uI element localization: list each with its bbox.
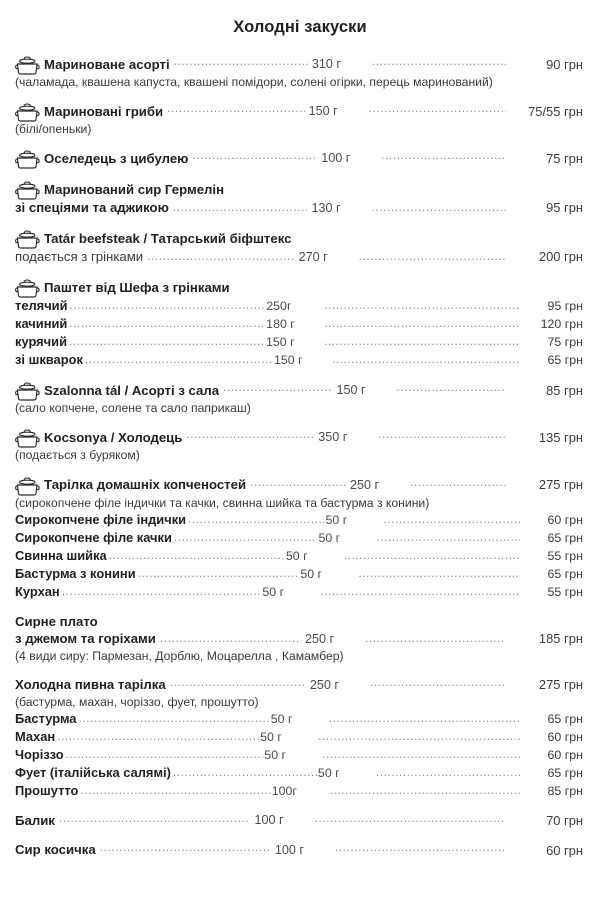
menu-item-name: Маринований сир Гермелін [44,182,225,198]
menu-item-title-row [15,229,583,248]
menu-item-marinated-mushrooms[interactable] [0,102,600,137]
menu-item-title-row [15,812,583,830]
cooking-pot-icon [15,103,40,122]
menu-item-price: 185 грн [538,631,584,647]
spacer [0,664,600,676]
menu-subitem-weight: 100г [271,783,297,798]
dot-leader [358,567,520,583]
menu-subitem-price: 60 грн [547,512,583,527]
menu-item-name: Сирне плато [15,613,98,629]
menu-subitem-price: 60 грн [547,747,583,762]
menu-subitem-price: 65 грн [547,765,583,780]
dot-leader [410,476,506,492]
dot-leader [332,353,520,369]
dot-leader [365,632,506,648]
menu-subitem-name: Сирокопчене філе качки [15,529,172,545]
menu-subitem-row[interactable] [15,529,583,547]
menu-item-name-line2: зі спеціями та аджикою [15,200,169,216]
dot-leader [378,428,506,444]
menu-subitem-row[interactable] [15,547,583,565]
menu-subitem-weight: 150 г [273,353,303,368]
menu-subitem-price: 75 грн [547,335,583,350]
menu-item-title-row [15,381,583,400]
menu-item-chef-pate[interactable] [0,278,600,297]
menu-item-name-line2: з джемом та горіхами [15,631,156,647]
dot-leader [324,335,520,351]
menu-subitem-name: Свинна шийка [15,547,107,563]
menu-item-name: Мариновані гриби [44,103,164,119]
spacer [0,601,600,613]
dot-leader [329,712,520,728]
cooking-pot-icon [15,150,40,169]
dot-leader [324,299,520,315]
dot-leader [57,730,259,746]
dot-leader [100,841,271,857]
dot-leader [371,201,506,217]
menu-subitem-row[interactable] [15,333,583,351]
menu-item-price: 70 грн [546,813,583,829]
menu-item-price: 60 грн [546,842,583,858]
menu-item-name: Оселедець з цибулею [44,151,189,167]
menu-subitem-name: Курхан [15,583,60,599]
menu-item-name: Мариноване асорті [44,56,170,72]
menu-subitem-weight: 50 г [317,765,340,780]
dot-leader [109,549,285,565]
menu-subitem-row[interactable] [15,565,583,583]
dot-leader [381,149,506,165]
menu-item-price: 75 грн [546,151,583,167]
menu-subitem-weight: 150 г [266,335,295,350]
menu-item-subitem-list [0,710,600,800]
menu-item-name: Сир косичка [15,842,96,858]
menu-item-name: Kocsonya / Холодець [44,429,183,445]
menu-subitem-row[interactable] [15,583,583,601]
dot-leader [62,585,262,601]
dot-leader [59,812,251,828]
dot-leader [80,784,270,800]
menu-item-price: 75/55 грн [528,103,583,119]
menu-item-note: (сало копчене, солене та сало паприкаш) [15,401,251,416]
menu-item-price: 90 грн [546,56,583,72]
menu-item-weight: 310 г [311,56,341,71]
dot-leader [138,567,300,583]
dot-leader [160,632,301,648]
menu-subitem-weight: 50 г [318,530,341,545]
dot-leader [69,317,265,333]
dot-leader [147,250,294,266]
menu-subitem-price: 55 грн [547,584,583,599]
menu-subitem-price: 65 грн [547,712,583,727]
menu-subitem-price: 85 грн [547,783,583,798]
cooking-pot-icon [15,181,40,200]
menu-subitem-row[interactable] [15,782,583,800]
menu-subitem-price: 65 грн [547,530,583,545]
dot-leader [188,513,324,529]
menu-subitem-weight: 50 г [300,566,323,581]
menu-item-name: Балик [15,812,55,828]
menu-item-title-row [15,278,583,297]
menu-item-title-row [15,102,583,121]
dot-leader [320,585,520,601]
menu-item-cold-beer-plate[interactable] [0,676,600,710]
menu-item-price: 275 грн [538,677,583,693]
menu-item-price: 275 грн [538,477,583,493]
menu-subitem-price: 95 грн [547,299,583,314]
menu-item-title-row [15,613,583,631]
menu-item-subitem-list [0,511,600,601]
menu-item-note: (4 види сиру: Пармезан, Дорблю, Моцарелла , Камамбер) [15,649,344,664]
dot-leader [397,381,506,397]
dot-leader [70,299,266,315]
menu-subitem-name: Прошутто [15,782,79,798]
dot-leader [173,766,317,782]
menu-item-title-row [15,428,583,447]
menu-item-note: (сирокопчене філе індички та качки, свинна шийка та бастурма з конини) [15,495,430,510]
spacer [0,266,600,278]
menu-item-balyk[interactable] [0,812,600,830]
dot-leader [370,676,506,692]
menu-subitem-name: Сирокопчене філе індички [15,511,187,527]
menu-subitem-price: 60 грн [547,730,583,745]
menu-item-cheese-plate[interactable] [0,613,600,665]
menu-item-weight: 250 г [309,677,339,692]
menu-item-subitem-list [0,297,600,369]
dot-leader [85,353,273,369]
spacer [0,416,600,428]
menu-item-name-line2: подається з грінками [15,249,144,265]
menu-item-name: Паштет від Шефа з грінками [44,279,230,295]
menu-item-marinated-assorted[interactable] [0,55,600,90]
menu-item-subtitle-row [15,199,583,217]
dot-leader [314,812,506,828]
menu-item-marinated-hermelin-cheese[interactable] [0,180,600,217]
dot-leader [376,531,520,547]
menu-item-list [0,38,600,859]
menu-subitem-weight: 50 г [264,747,287,762]
menu-item-title-row [15,841,583,859]
dot-leader [173,201,308,217]
menu-item-name: Холодна пивна тарілка [15,677,166,693]
menu-item-note: (білі/опеньки) [15,122,92,137]
menu-item-price: 135 грн [538,430,583,446]
menu-item-name: Szalonna tál / Асорті з сала [44,382,220,398]
menu-item-title-row [15,676,583,694]
menu-subitem-weight: 50 г [260,730,282,745]
spacer [0,38,600,55]
menu-item-title-row [15,55,583,74]
dot-leader [335,841,506,857]
menu-subitem-name: Чоріззо [15,746,64,762]
cooking-pot-icon [15,279,40,298]
dot-leader [344,549,520,565]
dot-leader [376,766,520,782]
menu-item-name: Tatár beefsteak / Татарський біфштекс [44,230,292,246]
menu-item-subtitle-row [15,248,583,266]
menu-subitem-name: Фует (італійська салямі) [15,764,171,780]
menu-item-weight: 150 г [308,104,338,119]
menu-item-herring-with-onion[interactable] [0,149,600,168]
menu-subitem-row[interactable] [15,511,583,529]
menu-subitem-name: Бастурма [15,711,77,727]
spacer [0,800,600,812]
page-title: Холодні закуски [233,18,367,36]
dot-leader [330,784,520,800]
dot-leader [250,476,346,492]
dot-leader [174,531,318,547]
menu-subitem-row[interactable] [15,746,583,764]
menu-item-szalonna-tal[interactable] [0,381,600,416]
menu-item-weight: 100 г [321,151,351,166]
spacer [0,464,600,476]
dot-leader [192,149,317,165]
dot-leader [174,55,308,71]
cooking-pot-icon [15,230,40,249]
dot-leader [318,730,520,746]
menu-item-weight: 270 г [298,250,328,265]
menu-item-weight: 350 г [318,430,348,445]
dot-leader [359,250,506,266]
menu-item-weight: 250 г [304,632,335,647]
menu-subitem-row[interactable] [15,710,583,728]
spacer [0,137,600,149]
dot-leader [167,102,304,118]
spacer [0,168,600,180]
dot-leader [369,102,506,118]
dot-leader [223,381,332,397]
menu-subitem-weight: 50 г [325,512,348,527]
menu-subitem-weight: 180 г [266,317,295,332]
cooking-pot-icon [15,382,40,401]
spacer [0,829,600,841]
menu-subitem-weight: 250г [266,299,292,314]
dot-leader [66,748,264,764]
dot-leader [78,712,269,728]
menu-subitem-row[interactable] [15,297,583,315]
menu-subitem-weight: 50 г [270,712,293,727]
menu-subitem-name: Махан [15,729,56,745]
dot-leader [322,748,520,764]
menu-item-price: 85 грн [546,382,583,398]
menu-item-title-row [15,180,583,199]
dot-leader [69,335,265,351]
menu-item-note: (чаламада, квашена капуста, квашені помідори, солені огірки, перець маринований) [15,74,493,89]
spacer [0,369,600,381]
menu-subitem-row[interactable] [15,728,583,746]
menu-subitem-name: качиний [15,316,68,332]
dot-leader [384,513,520,529]
cooking-pot-icon [15,477,40,496]
spacer [0,90,600,102]
cooking-pot-icon [15,56,40,75]
menu-subitem-row[interactable] [15,351,583,369]
menu-subitem-weight: 50 г [285,548,308,563]
menu-item-title-row [15,476,583,495]
menu-subitem-name: телячий [15,298,68,314]
menu-subitem-name: зі шкварок [15,352,83,368]
menu-item-home-smoked-plate[interactable] [0,476,600,511]
menu-item-price: 95 грн [546,200,583,216]
menu-item-weight: 250 г [350,477,380,492]
menu-item-kocsonya[interactable] [0,428,600,463]
menu-subitem-weight: 50 г [262,584,285,599]
menu-item-note: (подається з буряком) [15,448,140,463]
menu-item-cheese-braid[interactable] [0,841,600,859]
menu-item-note: (бастурма, махан, чоріззо, фует, прошутто) [15,694,259,709]
dot-leader [324,317,520,333]
menu-item-title-row [15,149,583,168]
menu-item-weight: 130 г [311,201,341,216]
menu-subitem-price: 120 грн [540,317,583,332]
spacer [0,217,600,229]
dot-leader [186,428,314,444]
menu-subitem-price: 55 грн [547,548,583,563]
menu-item-subtitle-row [15,630,583,648]
menu-item-weight: 100 г [254,813,284,828]
cooking-pot-icon [15,429,40,448]
dot-leader [170,676,306,692]
menu-subitem-name: курячий [15,334,68,350]
menu-item-weight: 150 г [336,383,366,398]
menu-item-weight: 100 г [274,842,304,857]
menu-subitem-row[interactable] [15,764,583,782]
menu-item-price: 200 грн [538,249,583,265]
menu-subitem-price: 65 грн [547,566,583,581]
menu-item-name: Тарілка домашніх копченостей [44,477,247,493]
dot-leader [372,55,506,71]
menu-subitem-price: 65 грн [547,353,583,368]
menu-subitem-name: Бастурма з конини [15,565,136,581]
menu-subitem-row[interactable] [15,315,583,333]
menu-item-tatar-beefsteak[interactable] [0,229,600,266]
